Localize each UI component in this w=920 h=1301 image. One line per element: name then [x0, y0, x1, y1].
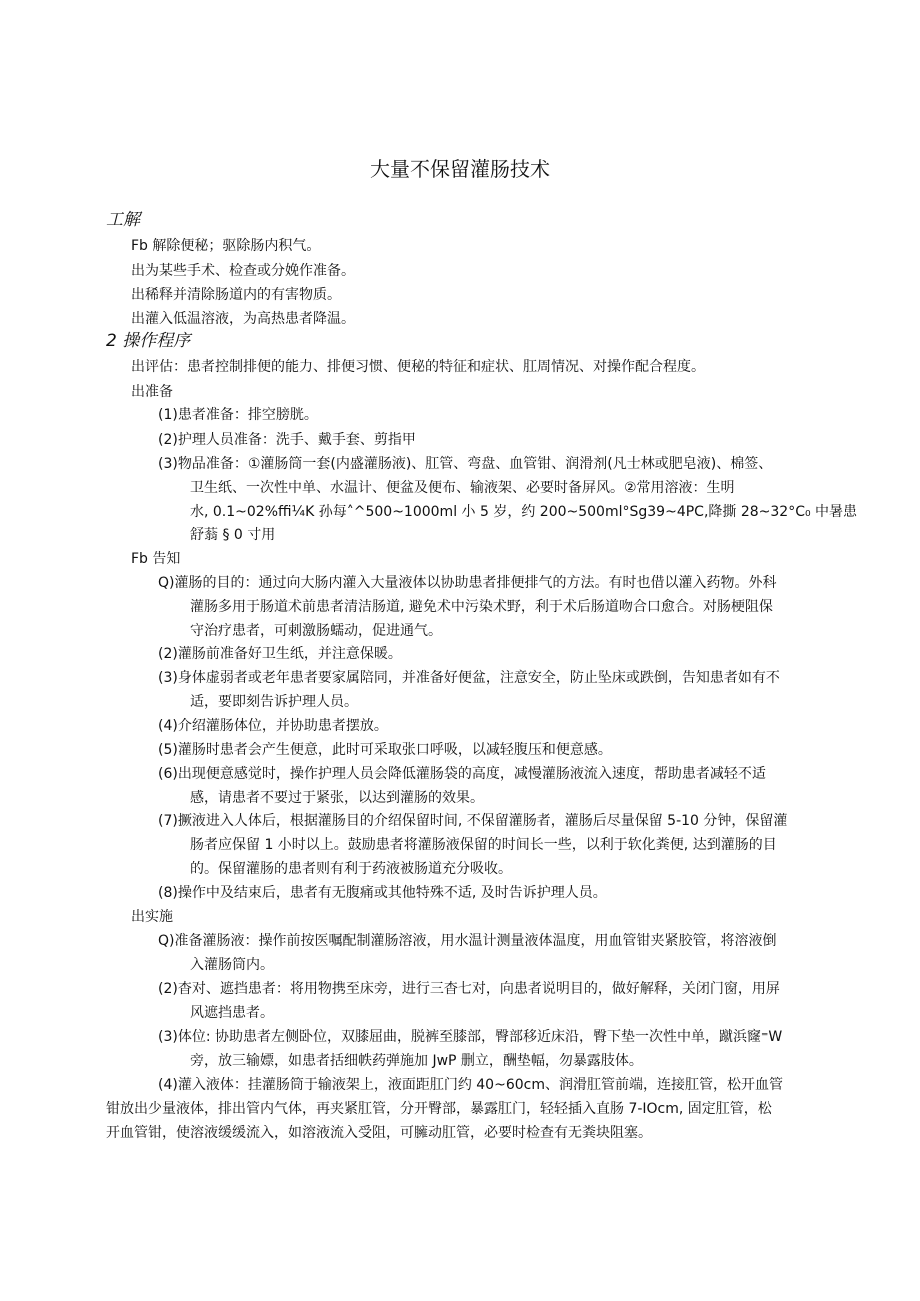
implement-item-2-line-1: (2)杳对、遮挡患者：将用物携至床旁，进行三杳七对，向患者说明目的，做好解释，关闭门窗，用屏 [158, 981, 780, 997]
inform-item-6-line-1: (6)出现便意感觉时，操作护理人员会降低灌肠袋的高度，减慢灌肠液流入速度，帮助患者减轻不适 [158, 766, 766, 782]
inform-item-4: (4)介绍灌肠体位，并协助患者摆放。 [158, 718, 388, 734]
inform-item-6-line-2: 感，请患者不要过于紧张，以达到灌肠的效果。 [190, 790, 484, 806]
purpose-item-3: 出稀释并清除肠道内的有害物质。 [131, 287, 341, 303]
implement-item-4-line-2: 钳放出少量液体，排出管内气体，再夹紧肛管，分开臀部，暴露肛门，轻轻插入直肠 7-IOcm, 固定肛管，松 [106, 1101, 772, 1117]
implement-item-1-line-1: Q)准备灌肠液：操作前按医嘱配制灌肠溶液，用水温计测量液体温度，用血管钳夹紧胶管，将溶液倒 [158, 933, 777, 949]
inform-item-3-line-2: 适，要即刻告诉护理人员。 [190, 694, 358, 710]
purpose-item-2: 出为某些手术、检查或分娩作准备。 [131, 263, 355, 279]
implement-item-3-line-1: (3)体位: 协助患者左侧卧位，双膝屈曲，脱裤至膝部，臀部移近床沿，臀下垫一次性中单，蹴浜窿⁼W [158, 1029, 783, 1045]
document-title: 大量不保留灌肠技术 [370, 157, 550, 181]
assess-line: 出评估：患者控制排便的能力、排便习惯、便秘的特征和症状、肛周情况、对操作配合程度。 [131, 359, 705, 375]
inform-item-5: (5)灌肠时患者会产生便意，此时可采取张口呼吸，以减轻腹压和便意感。 [158, 742, 612, 758]
inform-item-2: (2)灌肠前准备好卫生纸，并注意保暖。 [158, 646, 402, 662]
inform-item-7-line-3: 的。保留灌肠的患者则有利于药液被肠道充分吸收。 [190, 861, 512, 877]
prepare-item-3-line-4: 舒蓊 § 0 寸用 [190, 527, 276, 543]
inform-label: Fb 告知 [131, 551, 181, 567]
inform-item-7-line-1: (7)撅液进入人体后，根据灌肠目的介绍保留时间, 不保留灌肠者，灌肠后尽量保留 5-10 分钟，保留灌 [158, 813, 788, 829]
prepare-item-3-line-2: 卫生纸、一次性中单、水温计、便盆及便布、输液架、必要时备屏风。②常用溶液：生明 [190, 480, 735, 496]
prepare-item-2: (2)护理人员准备：洗手、戴手套、剪指甲 [158, 432, 416, 448]
inform-item-1-line-3: 守治疗患者，可刺激肠蠕动，促进通气。 [190, 623, 442, 639]
prepare-item-1: (1)患者准备：排空膀胱。 [158, 407, 318, 423]
implement-item-4-line-1: (4)灌入液体：挂灌肠筒于输液架上，液面距肛门约 40~60cm、润滑肛管前端，连接肛管，松开血管 [158, 1077, 783, 1093]
purpose-item-1: Fb 解除便秘；驱除肠内积气。 [131, 238, 321, 254]
section-heading-procedure: 2 操作程序 [106, 331, 191, 351]
implement-item-2-line-2: 风遮挡患者。 [190, 1005, 274, 1021]
implement-label: 出实施 [131, 909, 173, 925]
prepare-item-3-line-1: (3)物品准备：①灌肠筒一套(内盛灌肠液)、肛管、弯盘、血管钳、润滑剂(凡士林或肥皂液)、棉签、 [158, 456, 773, 472]
implement-item-1-line-2: 入灌肠筒内。 [190, 957, 274, 973]
inform-item-1-line-2: 灌肠多用于肠道术前患者清洁肠道, 避免术中污染术野，利于术后肠道吻合口愈合。对肠梗阻保 [190, 599, 773, 615]
implement-item-4-line-3: 开血管钳，使溶液缓缓流入，如溶液流入受阻，可臃动肛管，必要时检查有无粪块阻塞。 [106, 1125, 652, 1141]
inform-item-8: (8)操作中及结束后，患者有无腹痛或其他特殊不适, 及时告诉护理人员。 [158, 885, 607, 901]
inform-item-3-line-1: (3)身体虚弱者或老年患者要家属陪同，并准备好便盆，注意安全，防止坠床或跌倒，告知患者如有不 [158, 670, 780, 686]
inform-item-7-line-2: 肠者应保留 1 小时以上。鼓励患者将灌肠液保留的时间长一些，以利于软化粪便, 达到灌肠的目 [190, 837, 777, 853]
implement-item-3-line-2: 旁，放三输嫖，如患者括细帙药弹施加 JwP 删立，酬垫幅，勿暴露肢体。 [190, 1053, 643, 1069]
prepare-item-3-line-3: 水, 0.1~02%ffi¼K 孙每˄^500~1000ml 小 5 岁，约 200~500ml°Sg39~4PC,降撕 28~32°C₀ 中暑患 [190, 504, 858, 520]
inform-item-1-line-1: Q)灌肠的目的：通过向大肠内灌入大量液体以协助患者排便排气的方法。有时也借以灌入药物。外科 [158, 575, 777, 591]
purpose-item-4: 出灌入低温溶液，为高热患者降温。 [131, 311, 355, 327]
prepare-label: 出准备 [131, 384, 173, 400]
section-heading-purpose: 工解 [106, 210, 140, 230]
